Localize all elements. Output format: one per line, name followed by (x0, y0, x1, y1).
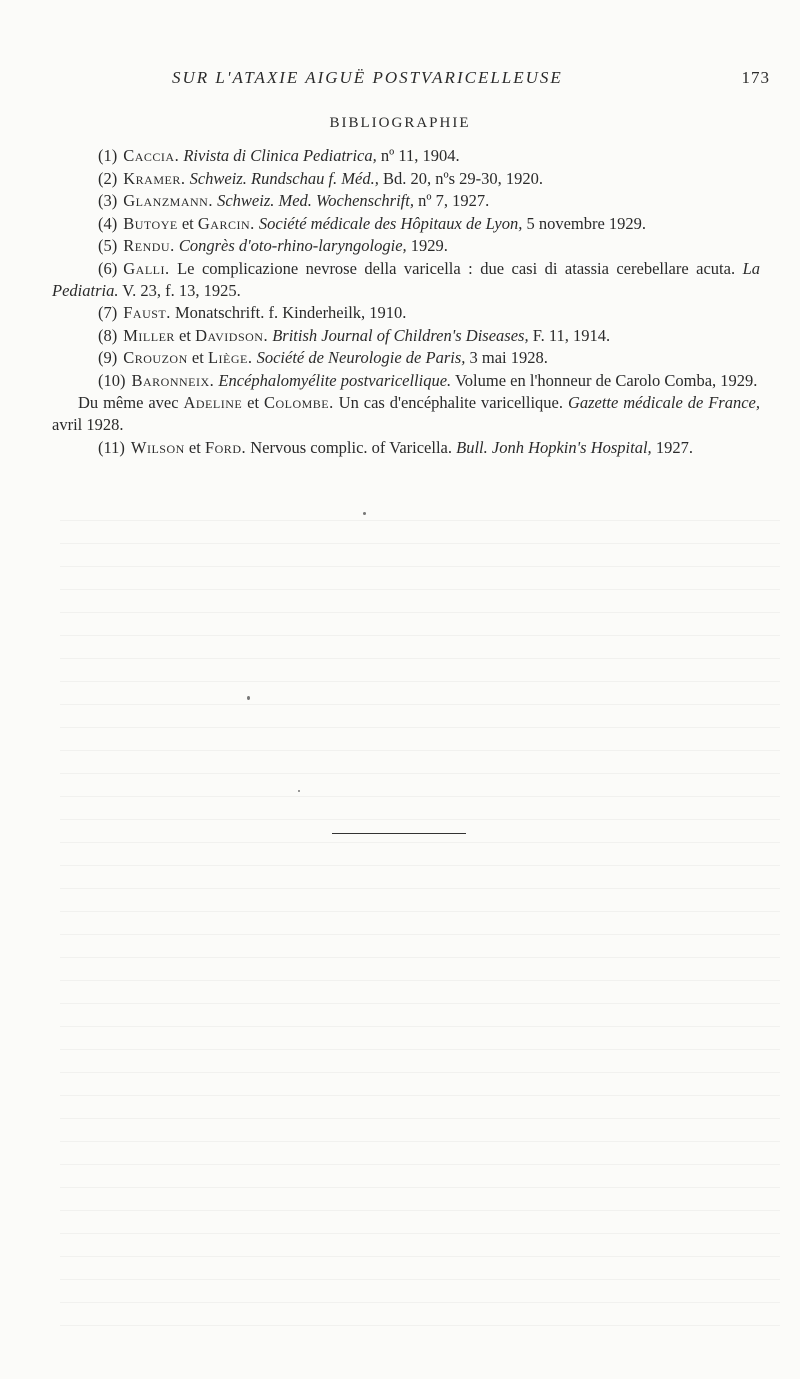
bibliography-entry: (1) Caccia. Rivista di Clinica Pediatrica, nº 11, 1904. (98, 146, 460, 165)
ink-speck (247, 696, 250, 700)
bibliography-entry: (2) Kramer. Schweiz. Rundschau f. Méd., Bd. 20, nºs 29-30, 1920. (98, 168, 544, 188)
bibliography-entry: (5) Rendu. Congrès d'oto-rhino-laryngologie, 1929. (98, 236, 448, 255)
bibliography-entry: (9) Crouzon et Liège. Société de Neurologie de Paris, 3 mai 1928. (98, 348, 548, 367)
bibliography-entry: (6) Galli. Le complicazione nevrose della varicella : due casi di atassia cerebellare acuta. La Pediatria. V. 23, f. 13, 1925. (52, 258, 760, 300)
page-number: 173 (741, 68, 770, 87)
end-rule (332, 833, 466, 834)
bibliography-entry: (10) Baronneix. Encéphalomyélite postvaricellique. Volume en l'honneur de Carolo Comba, 1929. (98, 370, 758, 390)
bibliography-list (52, 145, 760, 459)
bibliography-entry: (7) Faust. Monatschrift. f. Kinderheilk, 1910. (98, 303, 407, 322)
bibliography-entry: (11) Wilson et Ford. Nervous complic. of Varicella. Bull. Jonh Hopkin's Hospital, 1927. (98, 437, 693, 457)
ink-speck (298, 790, 300, 792)
running-head (0, 68, 800, 92)
running-title: SUR L'ATAXIE AIGUË POSTVARICELLEUSE (172, 68, 563, 87)
bibliography-entry: Du même avec Adeline et Colombe. Un cas d'encéphalite varicellique. Gazette médicale de France, avril 1928. (52, 393, 760, 434)
ink-speck (363, 512, 366, 515)
show-through-texture (60, 520, 780, 1340)
bibliography-entry: (8) Miller et Davidson. British Journal of Children's Diseases, F. 11, 1914. (98, 325, 611, 345)
bibliography-entry: (4) Butoye et Garcin. Société médicale des Hôpitaux de Lyon, 5 novembre 1929. (98, 213, 647, 233)
bibliography-entry: (3) Glanzmann. Schweiz. Med. Wochenschrift, nº 7, 1927. (98, 191, 490, 210)
section-title: BIBLIOGRAPHIE (329, 115, 471, 131)
